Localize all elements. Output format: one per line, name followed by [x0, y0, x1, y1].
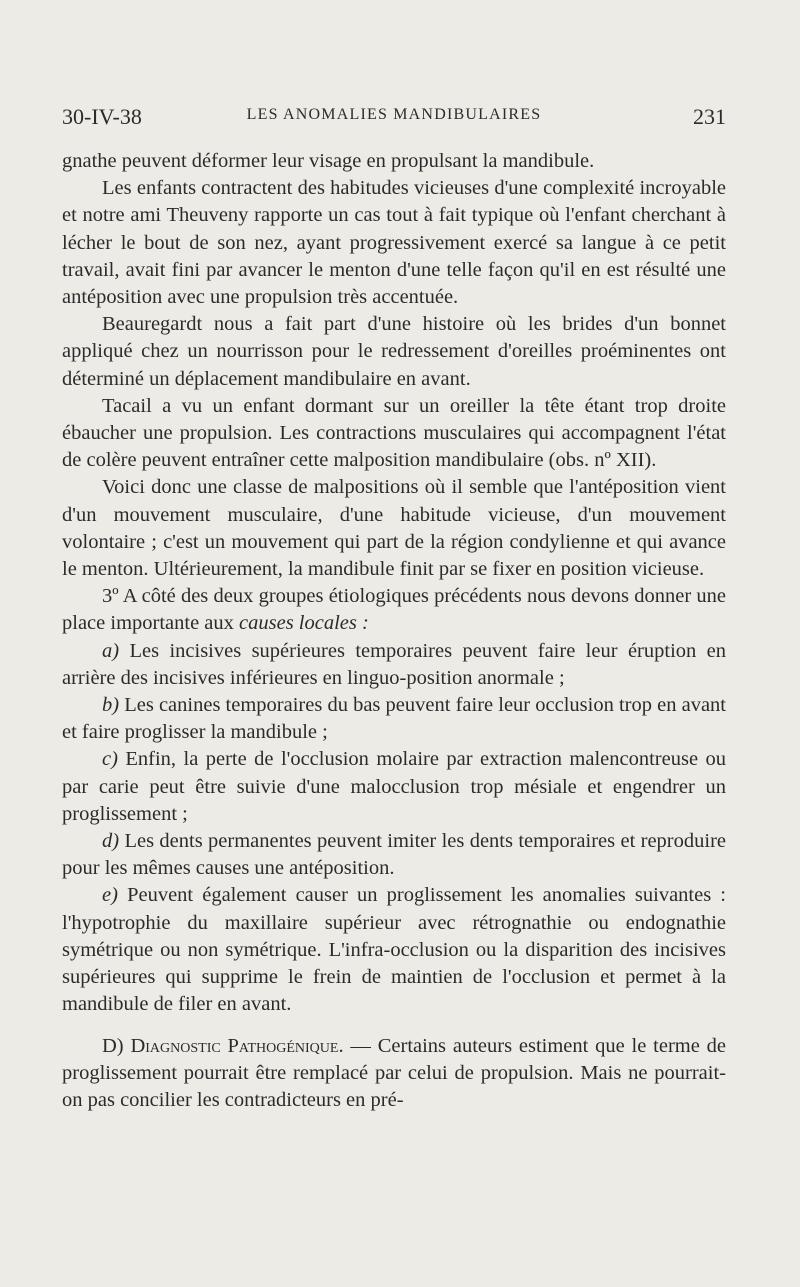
item-label: b) — [102, 694, 120, 717]
section-heading: D) Diagnostic Pathogénique. — — [102, 1034, 371, 1057]
item-text: Les incisives supérieures temporaires peuvent faire leur éruption en arrière des incisives inférieures en linguo-position anormale ; — [62, 639, 726, 689]
paragraph: gnathe peuvent déformer leur visage en propulsant la mandibule. — [62, 150, 595, 172]
item-text: Les canines temporaires du bas peuvent faire leur occlusion trop en avant et faire proglisser la mandibule ; — [62, 694, 726, 744]
cause-item-b — [62, 692, 726, 746]
item-text: Peuvent également causer un proglissement les anomalies suivantes : l'hypotrophie du maxillaire supérieur avec rétrognathie ou endognathie symétrique ou non symétrique. L'infra-occlusion ou la disparition des incisives supérieures qui supprime le frein de maintien de l'occlusion et permet à la mandibule de filer en avant. — [62, 884, 727, 1016]
cause-item-e — [62, 882, 726, 1018]
item-label: c) — [102, 748, 118, 771]
paragraph: Les enfants contractent des habitudes vicieuses d'une complexité incroyable et notre ami Theuveny rapporte un cas tout à fait typique où l'enfant cherchant à lécher le bout de son nez, ayant progressivement exercé sa langue à ce petit travail, avait fini par avancer le menton d'une telle façon qu'il en est résulté une antéposition avec une propulsion très accentuée. — [62, 177, 726, 309]
item-label: d) — [102, 830, 120, 853]
section-d — [62, 1033, 726, 1115]
cause-item-d — [62, 828, 726, 882]
item-text: Les dents permanentes peuvent imiter les dents temporaires et reproduire pour les mêmes causes une antéposition. — [62, 830, 727, 880]
page-body — [62, 148, 726, 1114]
header-date: 30-IV-38 — [62, 104, 142, 129]
running-head — [62, 104, 726, 134]
cause-item-c — [62, 746, 726, 828]
paragraph: Voici donc une classe de malpositions où il semble que l'antéposition vient d'un mouvement musculaire, d'une habitude vicieuse, d'un mouvement volontaire ; c'est un mouvement qui part de la région condylienne et qui avance le menton. Ultérieurement, la mandibule finit par se fixer en position vicieuse. — [62, 476, 726, 581]
header-title: LES ANOMALIES MANDIBULAIRES — [246, 106, 542, 123]
item-text: Enfin, la perte de l'occlusion molaire par extraction malencontreuse ou par carie peut être suivie d'une malocclusion trop mésiale et engendrer un proglissement ; — [62, 748, 727, 825]
page-number: 231 — [693, 104, 726, 129]
item-label: e) — [102, 884, 118, 907]
paragraph: Tacail a vu un enfant dormant sur un oreiller la tête étant trop droite ébaucher une propulsion. Les contractions musculaires qui accompagnent l'état de colère peuvent entraîner cette malposition mandibulaire (obs. nº XII). — [62, 394, 726, 472]
causes-intro-text: 3º A côté des deux groupes étiologiques précédents nous devons donner une place importante aux — [62, 585, 726, 635]
item-label: a) — [102, 639, 120, 662]
section-text: Certains auteurs estiment que le terme de proglissement pourrait être remplacé par celui de propulsion. Mais ne pourrait-on pas concilier les contradicteurs en pré- — [62, 1034, 726, 1111]
paragraph: Beauregardt nous a fait part d'une histoire où les brides d'un bonnet appliqué chez un nourrisson pour le redressement d'oreilles proéminentes ont déterminé un déplacement mandibulaire en avant. — [62, 313, 726, 390]
causes-intro — [62, 583, 726, 637]
causes-intro-italic: causes locales : — [239, 612, 369, 635]
cause-item-a — [62, 638, 726, 692]
